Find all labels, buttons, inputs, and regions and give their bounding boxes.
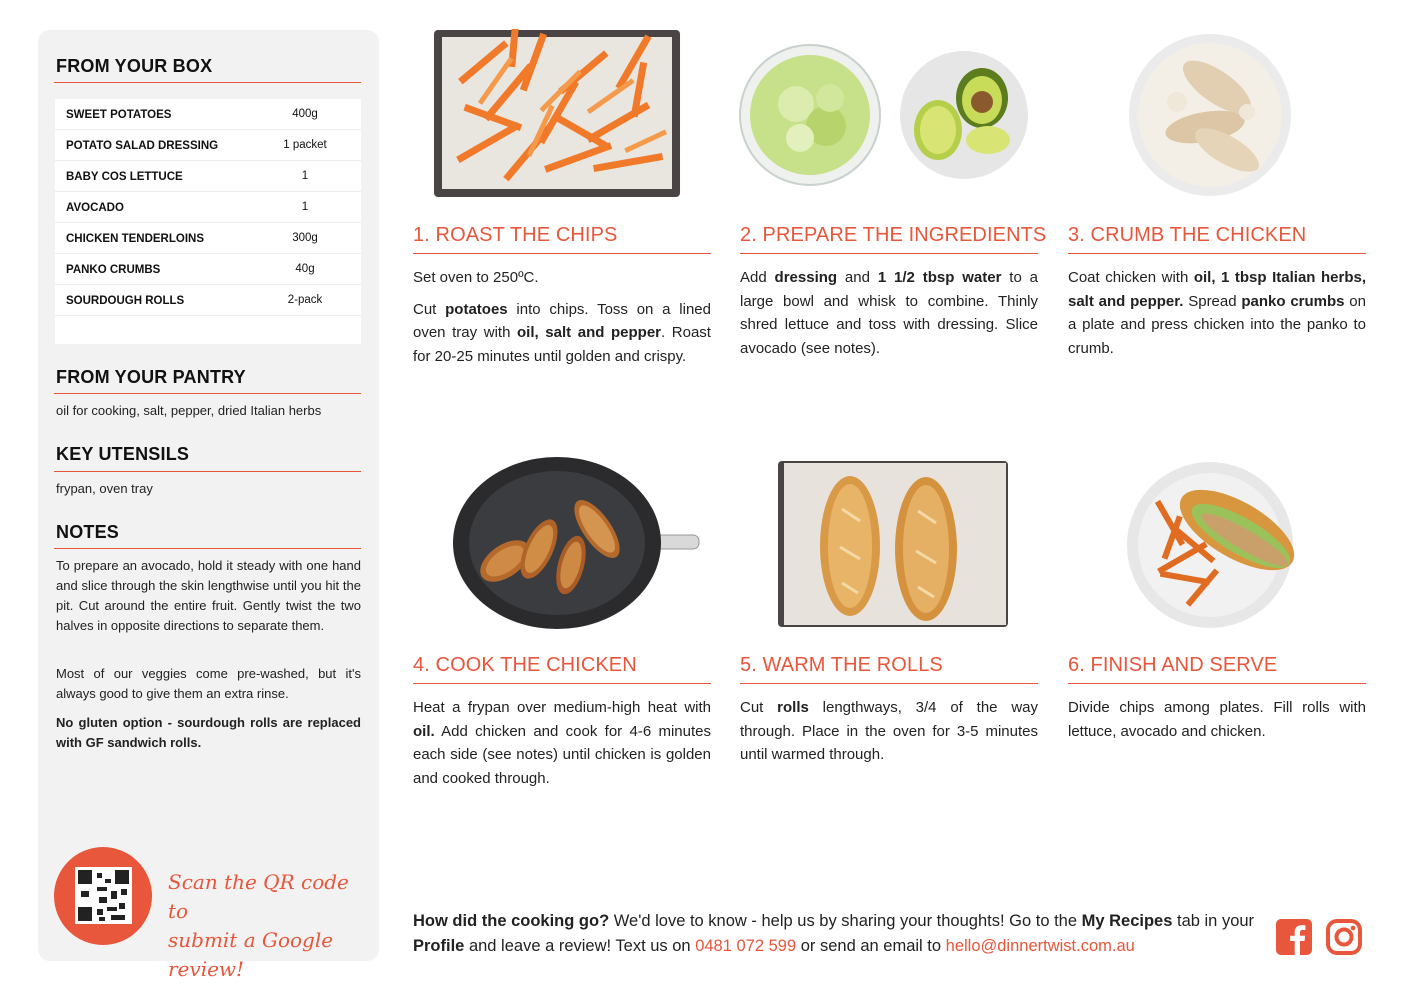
table-row — [55, 223, 361, 254]
email-link[interactable]: hello@dinnertwist.com.au — [945, 937, 1135, 955]
note-veggies: Most of our veggies come pre-washed, but it's always good to give them an extra rinse. — [56, 666, 361, 701]
section-divider — [54, 82, 361, 83]
step-4-text: Heat a frypan over medium-high heat with oil. Add chicken and cook for 4-6 minutes each side (see notes) until chicken is golden and cooked through. — [413, 699, 711, 787]
instagram-icon[interactable] — [1326, 919, 1362, 955]
prepare-ingredients-photo — [738, 42, 1032, 188]
ingredient-name: PANKO CRUMBS — [66, 264, 161, 276]
roast-chips-photo — [433, 29, 681, 199]
feedback-footer: How did the cooking go? We'd love to know - help us by sharing your thoughts! Go to the My Recipes tab in your Profile and leave a review! Text us on 0481 072 599 or send an email to hello@dinnertwist.com.au — [413, 912, 1255, 955]
step-divider — [413, 253, 711, 254]
ingredient-name: BABY COS LETTUCE — [66, 171, 183, 183]
warm-rolls-photo — [776, 459, 1010, 629]
step-3-title: 3. CRUMB THE CHICKEN — [1068, 224, 1307, 246]
table-row — [55, 254, 361, 285]
qr-caption-line: submit a Google review! — [168, 928, 334, 981]
ingredient-name: CHICKEN TENDERLOINS — [66, 233, 205, 245]
table-row — [55, 192, 361, 223]
from-your-box-title: FROM YOUR BOX — [56, 56, 213, 76]
step-4-title: 4. COOK THE CHICKEN — [413, 654, 637, 676]
step-1-para: Cut potatoes into chips. Toss on a lined oven tray with oil, salt and pepper. Roast for 20-25 minutes until golden and crispy. — [413, 300, 711, 365]
step-2-text: Add dressing and 1 1/2 tbsp water to a large bowl and whisk to combine. Thinly shred lettuce and toss with dressing. Slice avocado (see notes). — [740, 269, 1038, 357]
table-row — [55, 285, 361, 316]
note-gluten: No gluten option - sourdough rolls are replaced with GF sandwich rolls. — [56, 715, 361, 750]
ingredient-name: SOURDOUGH ROLLS — [66, 295, 185, 307]
utensils-title: KEY UTENSILS — [56, 444, 190, 464]
step-divider — [740, 253, 1038, 254]
my-recipes-link[interactable]: My Recipes — [1081, 912, 1173, 930]
ingredient-qty: 1 — [301, 201, 309, 213]
step-divider — [1068, 253, 1366, 254]
ingredient-name: SWEET POTATOES — [66, 109, 172, 121]
table-row — [55, 99, 361, 130]
table-row — [55, 161, 361, 192]
ingredient-qty: 1 — [301, 170, 309, 182]
footer-question: How did the cooking go? — [413, 912, 610, 930]
cook-chicken-photo — [453, 457, 703, 629]
step-3-text: Coat chicken with oil, 1 tbsp Italian herbs, salt and pepper. Spread panko crumbs on a plate and press chicken into the panko to crumb. — [1068, 269, 1366, 357]
ingredient-qty: 2-pack — [287, 294, 323, 306]
step-1-para: Set oven to 250ºC. — [413, 269, 539, 286]
step-5-title: 5. WARM THE ROLLS — [740, 654, 943, 676]
ingredient-name: AVOCADO — [66, 202, 124, 214]
step-divider — [1068, 683, 1366, 684]
qr-caption — [168, 868, 368, 984]
ingredient-qty: 300g — [292, 232, 318, 244]
ingredients-table — [55, 99, 361, 344]
step-divider — [413, 683, 711, 684]
section-divider — [54, 548, 361, 549]
notes-title: NOTES — [56, 522, 120, 542]
ingredient-qty: 40g — [295, 263, 315, 275]
section-divider — [54, 471, 361, 472]
step-2-title: 2. PREPARE THE INGREDIENTS — [740, 224, 1047, 246]
step-1-title: 1. ROAST THE CHIPS — [413, 224, 618, 246]
ingredient-qty: 1 packet — [283, 139, 327, 151]
step-6-title: 6. FINISH AND SERVE — [1068, 654, 1278, 676]
profile-link[interactable]: Profile — [413, 937, 465, 955]
facebook-icon[interactable] — [1276, 919, 1312, 955]
sidebar-panel — [38, 30, 379, 981]
step-6-text: Divide chips among plates. Fill rolls with lettuce, avocado and chicken. — [1068, 699, 1366, 740]
qr-caption-line: Scan the QR code to — [168, 870, 349, 923]
section-divider — [54, 393, 361, 394]
ingredient-qty: 400g — [292, 108, 318, 120]
step-5-text: Cut rolls lengthways, 3/4 of the way through. Place in the oven for 3-5 minutes until warmed through. — [740, 699, 1038, 763]
pantry-title: FROM YOUR PANTRY — [56, 367, 246, 387]
step-1-text — [413, 266, 711, 376]
phone-link[interactable]: 0481 072 599 — [695, 937, 797, 955]
crumb-chicken-photo — [1127, 32, 1293, 198]
qr-code-icon[interactable] — [75, 867, 132, 924]
note-avocado: To prepare an avocado, hold it steady with one hand and slice through the skin lengthwise until you hit the pit. Cut around the entire fruit. Gently twist the two halves in opposite directions to separate them. — [56, 558, 361, 633]
utensils-text: frypan, oven tray — [56, 481, 153, 496]
pantry-text: oil for cooking, salt, pepper, dried Italian herbs — [56, 403, 322, 418]
finish-serve-photo — [1125, 460, 1295, 630]
table-row — [55, 130, 361, 161]
qr-badge[interactable] — [54, 847, 152, 945]
ingredient-name: POTATO SALAD DRESSING — [66, 140, 219, 152]
step-divider — [740, 683, 1038, 684]
